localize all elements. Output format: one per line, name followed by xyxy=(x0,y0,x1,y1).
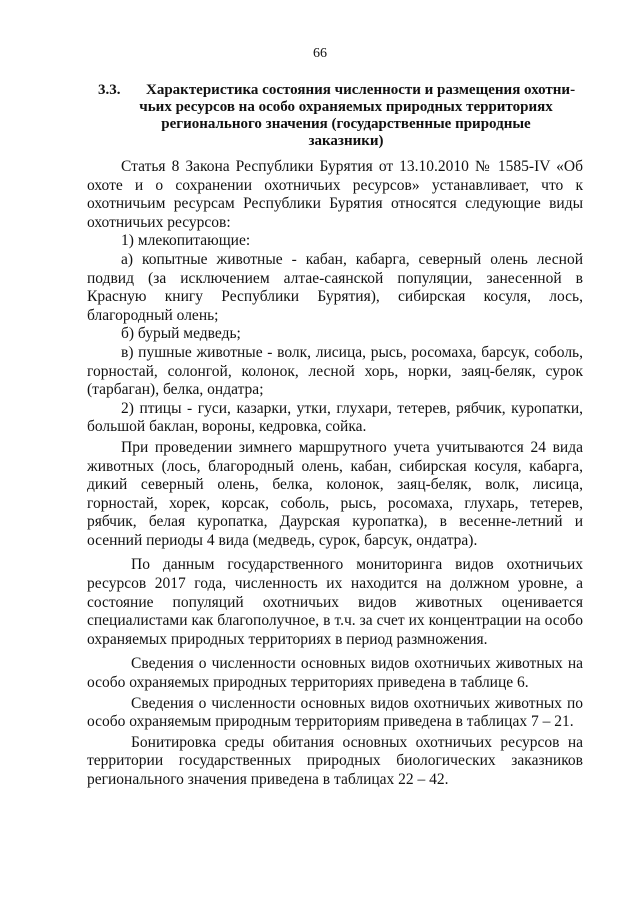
section-heading xyxy=(98,82,594,150)
section-number: 3.3. xyxy=(98,82,121,98)
list-item-ungulates: а) копытные животные - кабан, кабарга, северный олень лесной подвид (за исключением алтае-саянской популяции, занесенной в Красную книгу Республики Бурятия), сибирская косуля, лось, благородный олень; xyxy=(87,250,583,324)
paragraph-winter-survey: При проведении зимнего маршрутного учета учитываются 24 вида животных (лось, благородный олень, кабан, сибирская косуля, кабарга, дикий северный олень, белка, колонок, заяц-беляк, волк, лисица, горностай, хорек, корсак, соболь, рысь, росомаха, глухарь, тетерев, рябчик, белая куропатка, Даурская куропатка), в весенне-летний и осенний периоды 4 вида (медведь, сурок, барсук, ондатра). xyxy=(87,438,583,549)
paragraph-table-6: Сведения о численности основных видов охотничьих животных на особо охраняемых природных территориях приведена в таблице 6. xyxy=(87,655,583,692)
page-number: 66 xyxy=(313,46,327,61)
section-title-line: чьих ресурсов на особо охраняемых природных территориях xyxy=(139,99,553,115)
list-item-birds: 2) птицы - гуси, казарки, утки, глухари, тетерев, рябчик, куропатки, большой баклан, вороны, кедровка, сойка. xyxy=(87,399,583,436)
section-title-line: регионального значения (государственные природные xyxy=(161,116,531,132)
list-item-fur-animals: в) пушные животные - волк, лисица, рысь, росомаха, барсук, соболь, горностай, солонгой, колонок, лесной хорь, норки, заяц-беляк, сурок (тарбаган), белка, ондатра; xyxy=(87,343,583,399)
paragraph-law-reference: Статья 8 Закона Республики Бурятия от 13.10.2010 № 1585-IV «Об охоте и о сохранении охотничьих ресурсов» устанавливает, что к охотничьим ресурсам Республики Бурятия относятся следующие виды охотничьих ресурсов: xyxy=(87,158,583,231)
paragraph-tables-22-42: Бонитировка среды обитания основных охотничьих ресурсов на территории государственных природных биологических заказников регионального значения приведена в таблицах 22 – 42. xyxy=(87,733,583,788)
section-title-line: Характеристика состояния численности и размещения охотни- xyxy=(146,82,576,98)
paragraph-tables-7-21: Сведения о численности основных видов охотничьих животных по особо охраняемым природным территориям приведена в таблицах 7 – 21. xyxy=(87,694,583,731)
paragraph-monitoring: По данным государственного мониторинга видов охотничьих ресурсов 2017 года, численность их находится на должном уровне, а состояние популяций охотничьих видов животных оценивается специалистами как благополучное, в т.ч. за счет их концентрации на особо охраняемых природных территориях в период размножения. xyxy=(87,556,583,648)
section-title-line: заказники) xyxy=(308,133,384,149)
list-item-mammals: 1) млекопитающие: xyxy=(121,232,251,250)
body-text xyxy=(87,158,583,790)
list-item-brown-bear: б) бурый медведь; xyxy=(121,325,241,343)
